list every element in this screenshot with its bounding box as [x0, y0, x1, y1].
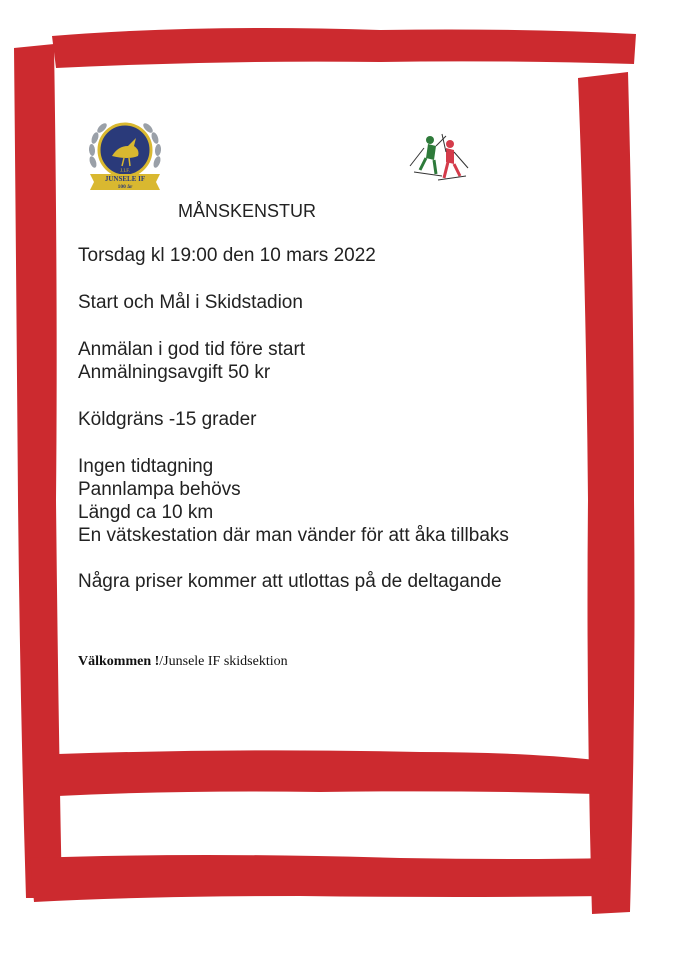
- info-line-water-station: En vätskestation där man vänder för att åka tillbaks: [78, 525, 509, 546]
- start-finish-line: Start och Mål i Skidstadion: [78, 292, 303, 313]
- cold-limit-line: Köldgräns -15 grader: [78, 409, 257, 430]
- signature-text: /Junsele IF skidsektion: [159, 654, 288, 669]
- skiers-illustration: [404, 132, 474, 184]
- page-title: MÅNSKENSTUR: [178, 201, 317, 221]
- info-line-timing: Ingen tidtagning: [78, 456, 214, 477]
- info-line-headlamp: Pannlampa behövs: [78, 479, 241, 500]
- info-line-length: Längd ca 10 km: [78, 502, 214, 523]
- date-line: Torsdag kl 19:00 den 10 mars 2022: [78, 245, 376, 266]
- welcome-text: Välkommen !: [78, 654, 160, 669]
- registration-line-1: Anmälan i god tid före start: [78, 339, 306, 360]
- prizes-line: Några priser kommer att utlottas på de deltagande: [78, 571, 502, 592]
- logo-initials: J.I.F.: [120, 169, 130, 174]
- footer: [78, 654, 288, 670]
- junsele-if-logo: [84, 116, 166, 194]
- registration-fee-line: Anmälningsavgift 50 kr: [78, 362, 271, 383]
- logo-club-name: JUNSELE IF: [104, 175, 146, 183]
- logo-years: 100 år: [117, 184, 133, 190]
